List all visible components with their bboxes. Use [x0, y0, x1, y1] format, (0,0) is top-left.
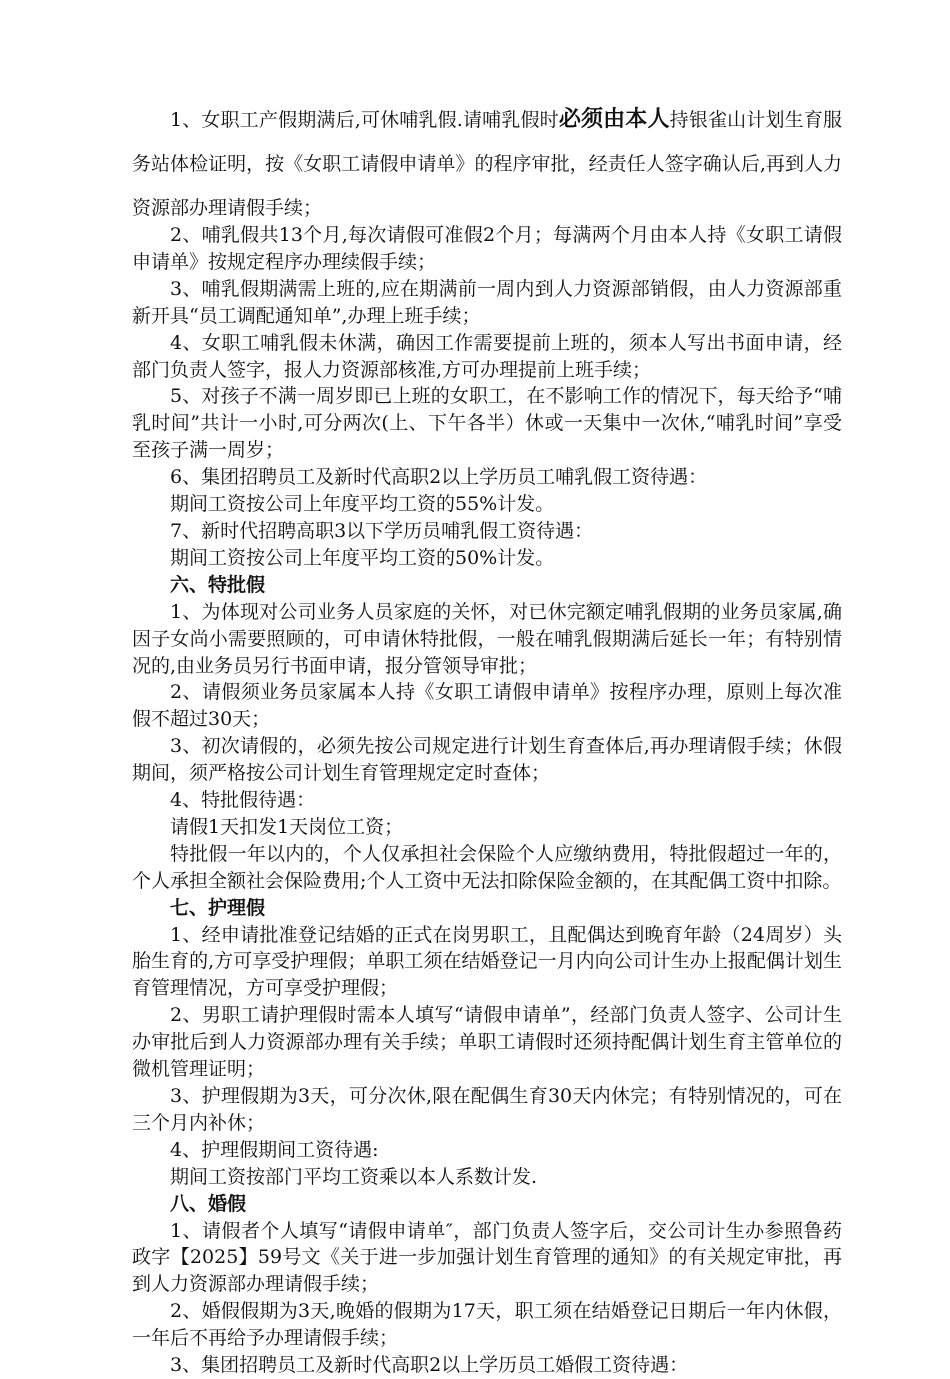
section-heading-7: 七、护理假 [170, 896, 266, 919]
paragraph: 4、女职工哺乳假未休满，确因工作需要提前上班的，须本人写出书面申请，经部门负责人签字，报人力资源部核准,方可办理提前上班手续； [132, 331, 842, 381]
paragraph: 特批假一年以内的，个人仅承担社会保险个人应缴纳费用，特批假超过一年的，个人承担全额社会保险费用;个人工资中无法扣除保险金额的，在其配偶工资中扣除。 [132, 842, 842, 892]
paragraph: 3、护理假期为3天，可分次休,限在配偶生育30天内休完；有特别情况的，可在三个月内补休； [132, 1085, 842, 1134]
paragraph: 2、请假须业务员家属本人持《女职工请假申请单》按程序办理，原则上每次准假不超过30天； [132, 681, 842, 731]
paragraph: 3、集团招聘员工及新时代高职2以上学历员工婚假工资待遇： [170, 1354, 689, 1377]
paragraph: 期间工资按公司上年度平均工资的55%计发。 [170, 493, 555, 516]
paragraph: 4、护理假期间工资待遇: [170, 1138, 379, 1161]
paragraph: 7、新时代招聘高职3以下学历员哺乳假工资待遇： [170, 519, 594, 542]
paragraph: 3、哺乳假期满需上班的,应在期满前一周内到人力资源部销假，由人力资源部重新开具“员工调配通知单”,办理上班手续； [132, 277, 842, 327]
paragraph: 期间工资按公司上年度平均工资的50%计发。 [170, 546, 555, 569]
paragraph: 1、为体现对公司业务人员家庭的关怀，对已休完额定哺乳假期的业务员家属,确因子女尚小需要照顾的，可申请休特批假，一般在哺乳假期满后延长一年；有特别情况的,由业务员另行书面申请，报分管领导审批； [132, 600, 842, 677]
paragraph: 1、请假者个人填写“请假申请单″，部门负责人签字后，交公司计生办参照鲁药政字【2025】59号文《关于进一步加强计划生育管理的通知》的有关规定审批，再到人力资源部办理请假手续； [132, 1219, 842, 1296]
intro-text-post: 持银雀山计划生育服务站体检证明，按《女职工请假申请单》的程序审批，经责任人签字确认后,再到人力资源部办理请假手续； [132, 109, 842, 219]
paragraph: 2、哺乳假共13个月,每次请假可准假2个月；每满两个月由本人持《女职工请假申请单》按规定程序办理续假手续； [132, 224, 842, 273]
paragraph-intro [132, 98, 842, 230]
section-heading-6: 六、特批假 [170, 573, 266, 596]
paragraph: 6、集团招聘员工及新时代高职2以上学历员工哺乳假工资待遇： [170, 466, 708, 489]
paragraph: 1、经申请批准登记结婚的正式在岗男职工，且配偶达到晚育年龄（24周岁）头胎生育的,方可享受护理假；单职工须在结婚登记一月内向公司计生办上报配偶计划生育管理情况，方可享受护理假； [132, 923, 842, 1000]
paragraph: 2、男职工请护理假时需本人填写“请假申请单”，经部门负责人签字、公司计生办审批后到人力资源部办理有关手续；单职工请假时还须持配偶计划生育主管单位的微机管理证明； [132, 1004, 842, 1081]
paragraph: 2、婚假假期为3天,晚婚的假期为17天，职工须在结婚登记日期后一年内休假，一年后不再给予办理请假手续； [132, 1300, 842, 1350]
paragraph: 3、初次请假的，必须先按公司规定进行计划生育查体后,再办理请假手续；休假期间，须严格按公司计划生育管理规定定时查体； [132, 735, 842, 785]
intro-text-pre: 1、女职工产假期满后,可休哺乳假.请哺乳假时 [170, 109, 559, 131]
intro-emphasis: 必须由本人 [558, 107, 670, 132]
section-heading-8: 八、婚假 [170, 1192, 247, 1215]
paragraph: 请假1天扣发1天岗位工资； [170, 815, 404, 838]
paragraph: 5、对孩子不满一周岁即已上班的女职工，在不影响工作的情况下，每天给予“哺乳时间”共计一小时,可分两次(上、下午各半）休或一天集中一次休,“哺乳时间”享受至孩子满一周岁； [132, 385, 842, 462]
paragraph: 期间工资按部门平均工资乘以本人系数计发. [170, 1165, 538, 1188]
paragraph: 4、特批假待遇： [170, 789, 316, 812]
